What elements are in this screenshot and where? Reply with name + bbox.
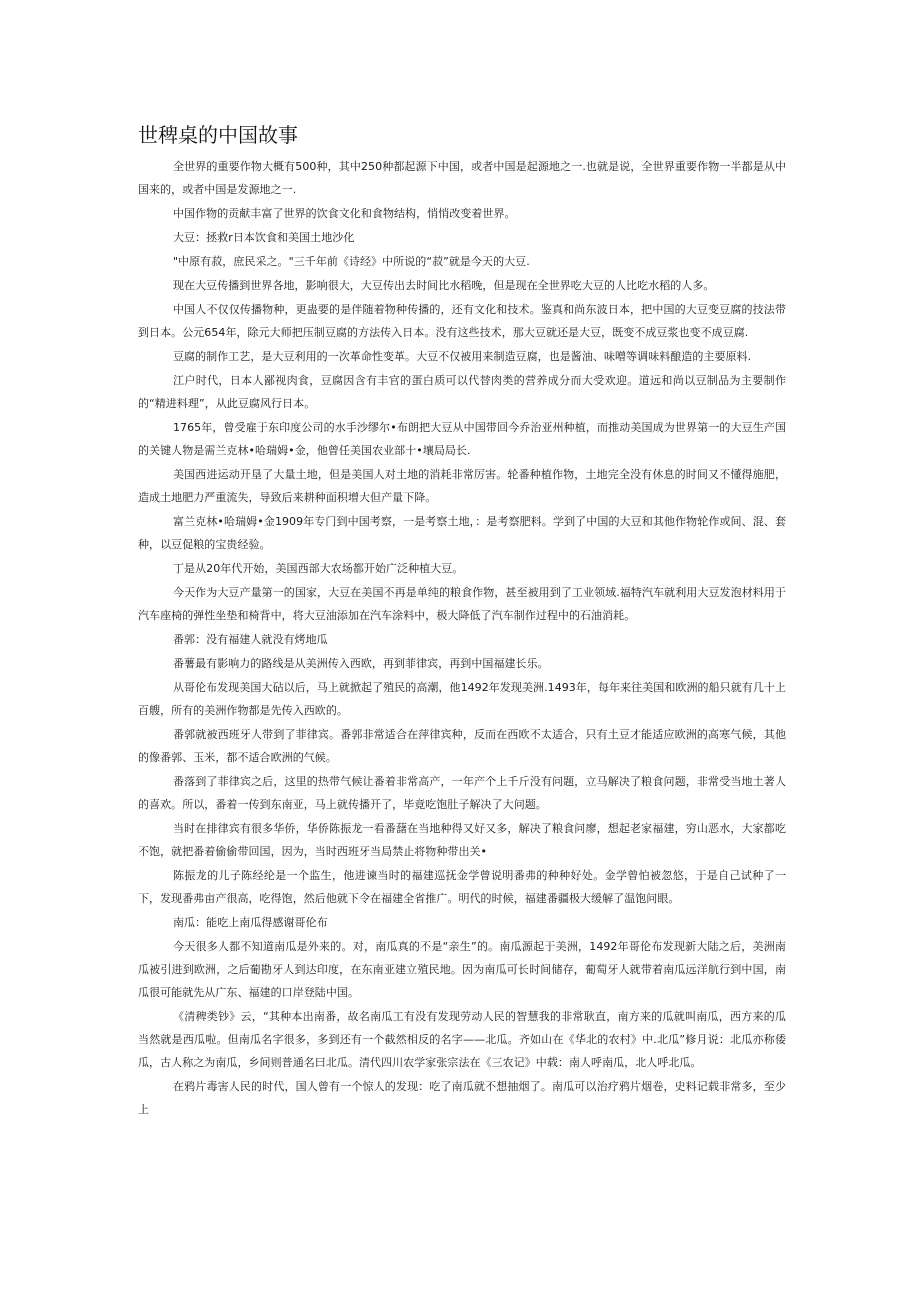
- document-page: [138, 122, 786, 1122]
- paragraph: 中国作物的贡献丰富了世界的饮食文化和食物结构，悄悄改变着世界。: [173, 207, 516, 220]
- paragraph: 番薯最有影响力的路线是从美洲传入西欧，再到菲律宾，再到中国福建长乐。: [173, 657, 549, 670]
- paragraph: 1765年，曾受雇于东印度公司的水手沙缪尔•布朗把大豆从中国带回今乔治亚州种植，而推动美国成为世界第一的大豆生产国的关键人物是需兰克林•哈瑞姆•金，他曾任美国农业部十•壤局局长.: [138, 421, 786, 457]
- paragraph: 在鸦片毒害人民的时代，国人曾有一个惊人的发现：吃了南瓜就不想抽烟了。南瓜可以治疗鸦片烟卷，史料记载非常多，至少上: [138, 1080, 786, 1116]
- paragraph: 丁是从20年代开始，美国西部大农场都开始广泛种植大豆。: [173, 562, 464, 575]
- paragraph: 江户时代，日本人鄙视肉食，豆腐因含有丰官的蛋白质可以代替肉类的营养成分而大受欢迎。道远和尚以豆制品为主要制作的“精进料理”，从此豆腐风行日本。: [138, 374, 786, 410]
- document-body: [138, 155, 786, 1121]
- paragraph: 从哥伦布发现美国大砧以后，马上就掀起了殖民的高潮，他1492年发现美洲.1493年，每年来往美国和欧洲的船只就有几十上百艘，所有的美洲作物都是先传入西欧的。: [138, 681, 786, 717]
- section-heading-sweet-potato: 番郭：没有福建人就没有烤地瓜: [173, 633, 328, 646]
- paragraph: 现在大豆传播到世界各地，影响很大，大豆传出去时间比水稻晚，但是现在全世界吃大豆的人比吃水稻的人多。: [173, 279, 715, 292]
- paragraph: 陈振龙的儿子陈经纶是一个监生，他进谏当时的福建巡抚金学曾说明番弗的种种好处。金学曾怕被忽悠，于是自己试种了一下，发现番弗亩产很高，吃得饱，然后他就下令在福建全省推广。明代的时候，福建番疆极大缓解了温饱问眼。: [138, 869, 786, 905]
- paragraph: 《清稗类钞》云，“其种本出南番，故名南瓜工有没有发现劳动人民的智慧我的非常耿直，南方来的瓜就叫南瓜，西方来的瓜当然就是西瓜啦。但南瓜名字很多，多到还有一个截然相反的名字——北瓜。齐如山在《华北的农村》中.北瓜”修月说：北瓜亦称倭瓜，古人称之为南瓜，乡间则普通名曰北瓜。清代四川农学家张宗法在《三农记》中载：南人呼南瓜，北人呼北瓜。: [138, 1010, 786, 1069]
- paragraph: 当时在排律宾有很多华侨，华侨陈振龙一看番藷在当地种得又好又多，解决了粮食问廖，想起老家福建，穷山恶水，大家都吃不饱，就把番着偷偷带回国，因为，当时西班牙当局禁止将物种带出关•: [138, 822, 786, 858]
- paragraph: 中国人不仅仅传播物种，更蛊要的是伴随着物种传播的，还有文化和技术。鉴真和尚东波日本，把中国的大豆变豆腐的技法带到日本。公元654年，除元大师把压制豆腐的方法传入日本。没有这些技术，那大豆就还是大豆，既变不成豆浆也变不成豆腐.: [138, 303, 786, 339]
- document-title: 世稗桌的中国故事: [138, 123, 298, 147]
- paragraph: 今天很多人都不知道南瓜是外来的。对，南瓜真的不是“亲生”的。南瓜源起于美洲，1492年哥伦布发现新大陆之后，美洲南瓜被引进到欧洲，之后葡勘牙人到达印度，在东南亚建立殖民地。因为南瓜可长时间储存，葡萄牙人就带着南瓜远洋航行到中国，南瓜很可能就先从广东、福建的口岸登陆中国。: [138, 940, 786, 999]
- paragraph: 豆腐的制作工艺，是大豆利用的一次革命性变革。大豆不仅被用来制造豆腐，也是酱油、味噌等调味料酿造的主要原料.: [173, 350, 752, 363]
- paragraph: 今天作为大豆产量第一的国家，大豆在美国不再是单纯的粮食作物，甚至被用到了工业领域.福特汽车就利用大豆发泡材料用于汽车座椅的弹性坐垫和椅背中，将大豆油添加在汽车涂料中，极大降低了汽车制作过程中的石油消耗。: [138, 586, 786, 622]
- section-heading-pumpkin: 南瓜：能吃上南瓜得感谢哥伦布: [173, 916, 328, 929]
- paragraph: "中原有菽，庶民采之。"三千年前《诗经》中所说的“菽”就是今天的大豆.: [173, 255, 530, 268]
- section-heading-soybean: 大豆：拯救r日本饮食和美国土地沙化: [173, 231, 355, 244]
- paragraph: 全世界的重要作物大概有500种，其中250种都起源下中国，或者中国是起源地之一.也就是说，全世界重要作物一半都是从中国来的，或者中国是发源地之一.: [138, 160, 786, 196]
- paragraph: 番郭就被西班牙人带到了菲律宾。番郭非常适合在萍律宾种，反而在西欧不太适合，只有土豆才能适应欧洲的高寒气候，其他的像番郭、玉米，都不适合欧洲的气候。: [138, 728, 786, 764]
- paragraph: 富兰克林•哈瑞姆•金1909年专门到中国考察，一是考察土地，：是考察肥料。学到了中国的大豆和其他作物轮作或间、混、套种，以豆促粮的宝贵经验。: [138, 515, 786, 551]
- paragraph: 美国西进运动开垦了大量土地，但是美国人对土地的消耗非常厉害。轮番种植作物，土地完全没有休息的时间又不懂得施肥，造成土地肥力严重流失，导致后来耕种面积增大但产量下降。: [138, 468, 786, 504]
- paragraph: 番落到了菲律宾之后，这里的热带气候让番着非常高产，一年产个上千斤没有问题，立马解决了粮食问题，非常受当地土著人的喜欢。所以，番着一传到东南亚，马上就传播开了，毕竟吃饱肚子解决了大问题。: [138, 775, 786, 811]
